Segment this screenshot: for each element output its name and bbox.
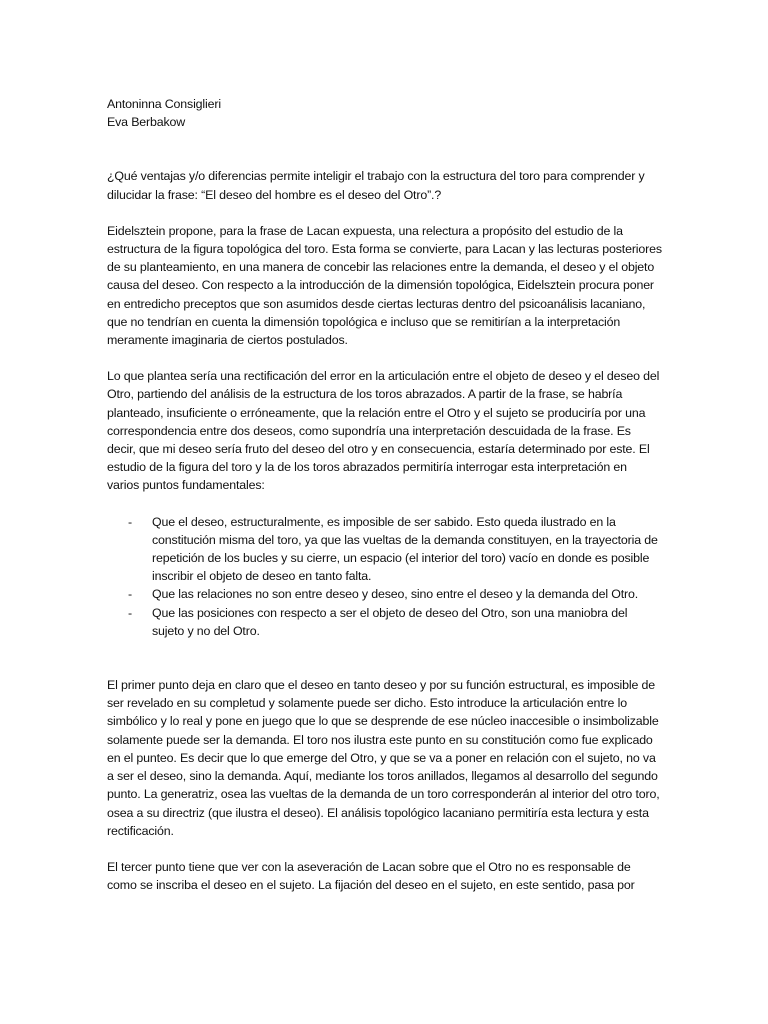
author-name: Antoninna Consiglieri xyxy=(107,97,221,111)
list-item-text: Que el deseo, estructuralmente, es imposible de ser sabido. Esto queda ilustrado en la constitución misma del toro, ya que las vueltas de la demanda constituyen, en la trayectoria de repetición de los bucles y su cierre, un espacio (el interior del toro) vacío en donde es posible inscribir el objeto de deseo en tanto falta. xyxy=(152,514,658,584)
research-question: ¿Qué ventajas y/o diferencias permite inteligir el trabajo con la estructura del toro para comprender y dilucidar la frase: “El deseo del hombre es el deseo del Otro”.? xyxy=(107,169,645,202)
list-bullet: - xyxy=(128,587,132,602)
body-paragraph: Lo que plantea sería una rectificación del error en la articulación entre el objeto de deseo y el deseo del Otro, partiendo del análisis de la estructura de los toros abrazados. A partir de la frase, se habría planteado, insuficiente o erróneamente, que la relación entre el Otro y el sujeto se produciría por una correspondencia entre dos deseos, como supondría una interpretación descuidada de la frase. Es decir, que mi deseo sería fruto del deseo del otro y en consecuencia, estaría determinado por este. El estudio de la figura del toro y la de los toros abrazados permitiría interrogar esta interpretación en varios puntos fundamentales: xyxy=(107,369,660,493)
list-bullet: - xyxy=(128,514,132,529)
list-item-text: Que las posiciones con respecto a ser el objeto de deseo del Otro, son una maniobra del sujeto y no del Otro. xyxy=(152,605,628,638)
author-name: Eva Berbakow xyxy=(107,115,186,130)
list-item xyxy=(107,513,662,586)
list-item xyxy=(107,585,662,603)
list-item-text: Que las relaciones no son entre deseo y deseo, sino entre el deseo y la demanda del Otro. xyxy=(152,587,639,602)
body-paragraph: El tercer punto tiene que ver con la aseveración de Lacan sobre que el Otro no es responsable de como se inscriba el deseo en el sujeto. La fijación del deseo en el sujeto, en este sentido, pasa por xyxy=(107,859,635,893)
list-item xyxy=(107,604,662,640)
list-bullet: - xyxy=(128,605,132,620)
key-points-list xyxy=(107,513,662,640)
document-page xyxy=(107,95,662,894)
author-block xyxy=(107,95,662,131)
body-paragraph: Eidelsztein propone, para la frase de Lacan expuesta, una relectura a propósito del estudio de la estructura de la figura topológica del toro. Esta forma se convierte, para Lacan y las lecturas posteriores de su planteamiento, en una manera de concebir las relaciones entre la demanda, el deseo y el objeto causa del deseo. Con respecto a la introducción de la dimensión topológica, Eidelsztein procura poner en entredicho preceptos que son asumidos desde ciertas lecturas dentro del psicoanálisis lacaniano, que no tendrían en cuenta la dimensión topológica e incluso que se remitirían a la interpretación meramente imaginaria de ciertos postulados. xyxy=(107,223,662,348)
body-paragraph: El primer punto deja en claro que el deseo en tanto deseo y por su función estructural, es imposible de ser revelado en su completud y solamente puede ser dicho. Esto introduce la articulación entre lo simbólico y lo real y pone en juego que lo que se desprende de ese núcleo inaccesible o insimbolizable solamente puede ser la demanda. El toro nos ilustra este punto en su constitución como fue explicado en el punteo. Es decir que lo que emerge del Otro, y que se va a poner en relación con el sujeto, no va a ser el deseo, sino la demanda. Aquí, mediante los toros anillados, llegamos al desarrollo del segundo punto. La generatriz, osea las vueltas de la demanda de un toro corresponderán al interior del otro toro, osea a su directriz (que ilustra el deseo). El análisis topológico lacaniano permitiría esta lectura y esta rectificación. xyxy=(107,678,660,838)
